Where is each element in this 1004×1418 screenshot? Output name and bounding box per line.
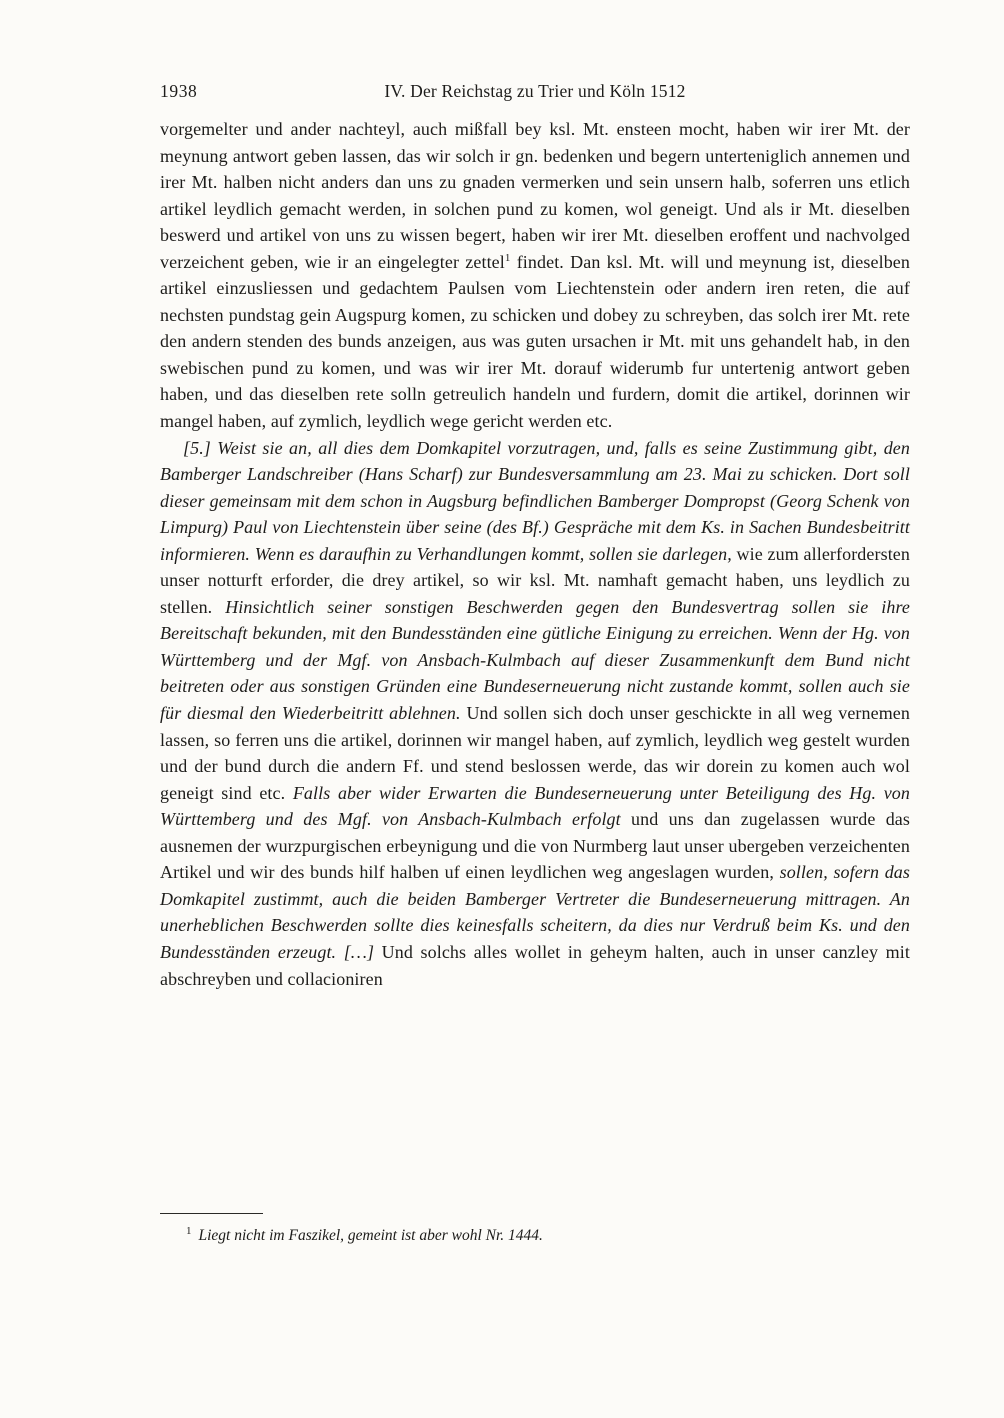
running-title: IV. Der Reichstag zu Trier und Köln 1512	[384, 81, 686, 101]
footnote-marker: 1	[186, 1224, 192, 1237]
text-run-roman: Und solchs alles wollet in geheym halten, auch in unser canzley mit abschreyben und collacioniren	[160, 941, 910, 989]
footnote	[160, 1225, 910, 1246]
page-header	[160, 80, 910, 102]
body-text	[160, 116, 910, 992]
footnote-separator-rule	[160, 1213, 263, 1214]
text-run-italic: sollen, sofern das Domkapitel zustimmt, auch die beiden Bamberger Vertreter die Bundeserneuerung mittragen. An unerheblichen Beschwerden sollte dies keinesfalls scheitern, da dies nur Verdruß beim Ks. und den Bundesständen erzeugt. […]	[160, 862, 910, 962]
page-number: 1938	[160, 81, 198, 101]
text-run-italic: Hinsichtlich seiner sonstigen Beschwerden gegen den Bundesvertrag sollen sie ihre Bereitschaft bekunden, mit den Bundesständen eine gütliche Einigung zu erreichen. Wenn der Hg. von Württemberg und der Mgf. von Ansbach-Kulmbach auf dieser Zusammenkunft dem Bund nicht beitreten oder aus sonstigen Gründen eine Bundeserneuerung nicht zustande kommt, sollen auch sie für diesmal den Wiederbeitritt ablehnen.	[160, 596, 910, 724]
text-run-roman: Und sollen sich doch unser geschickte in all weg vernemen lassen, so ferren uns die artikel, dorinnen wir mangel haben, auf zymlich, leydlich weg gestelt wurden und der bund durch die andern Ff. und stend beslossen werde, das wir dorein zu komen auch wol geneigt sind etc.	[160, 703, 910, 803]
footnote-area	[160, 1213, 910, 1246]
text-run-roman: findet. Dan ksl. Mt. will und meynung ist, dieselben artikel einzusliessen und gedachtem Paulsen vom Liechtenstein oder andern iren reten, die auf nechsten pundstag gein Augspurg komen, zu schicken und dobey zu schreyben, das solch irer Mt. rete den andern stenden des bunds anzeigen, aus was guten ursachen ir Mt. mit uns gehandelt hab, in den swebischen pund zu komen, und was wir irer Mt. dorauf widerumb fur untertenig antwort geben haben, und das dieselben rete solln getreulich handeln und furdern, domit die artikel, dorinnen wir mangel haben, auf zymlich, leydlich wege gericht werden etc.	[160, 251, 910, 432]
footnote-reference: 1	[504, 251, 511, 264]
text-run-roman: vorgemelter und ander nachteyl, auch mißfall bey ksl. Mt. ensteen mocht, haben wir irer Mt. der meynung antwort geben lassen, das wir solch ir gn. bedenken und begern unterteniglich annemen und irer Mt. halben nicht anders dan uns zu gnaden vermerken und sein unsern halb, soferren uns etlich artikel leydlich gemacht werden, in solchen pund zu komen, wol geneigt. Und als ir Mt. dieselben beswerd und artikel von uns zu wissen begert, haben wir irer Mt. dieselben eroffent und nachvolged verzeichent geben, wie ir an eingelegter zettel	[160, 119, 910, 272]
paragraph-1	[160, 116, 910, 435]
paragraph-2	[160, 435, 910, 992]
text-run-roman: und uns dan zugelassen wurde das ausnemen der wurzpurgischen erbeynigung und die von Nurmberg laut unser ubergeben verzeichenten Artikel und wir des bunds hilf halben uf einen leydlichen weg angeslagen wurden,	[160, 809, 910, 883]
text-run-roman: wie zum allerfordersten unser notturft erforder, die drey artikel, so wir ksl. Mt. namhaft gemacht haben, uns leydlich zu stellen.	[160, 543, 910, 617]
text-run-italic: Falls aber wider Erwarten die Bundeserneuerung unter Beteiligung des Hg. von Württemberg und des Mgf. von Ansbach-Kulmbach erfolgt	[160, 782, 910, 830]
text-run-italic: [5.] Weist sie an, all dies dem Domkapitel vorzutragen, und, falls es seine Zustimmung gibt, den Bamberger Landschreiber (Hans Scharf) zur Bundesversammlung am 23. Mai zu schicken. Dort soll dieser gemeinsam mit dem schon in Augsburg befindlichen Bamberger Dompropst (Georg Schenk von Limpurg) Paul von Liechtenstein über seine (des Bf.) Gespräche mit dem Ks. in Sachen Bundesbeitritt informieren. Wenn es daraufhin zu Verhandlungen kommt, sollen sie darlegen,	[160, 437, 910, 564]
footnote-text: Liegt nicht im Faszikel, gemeint ist aber wohl Nr. 1444.	[198, 1227, 543, 1244]
